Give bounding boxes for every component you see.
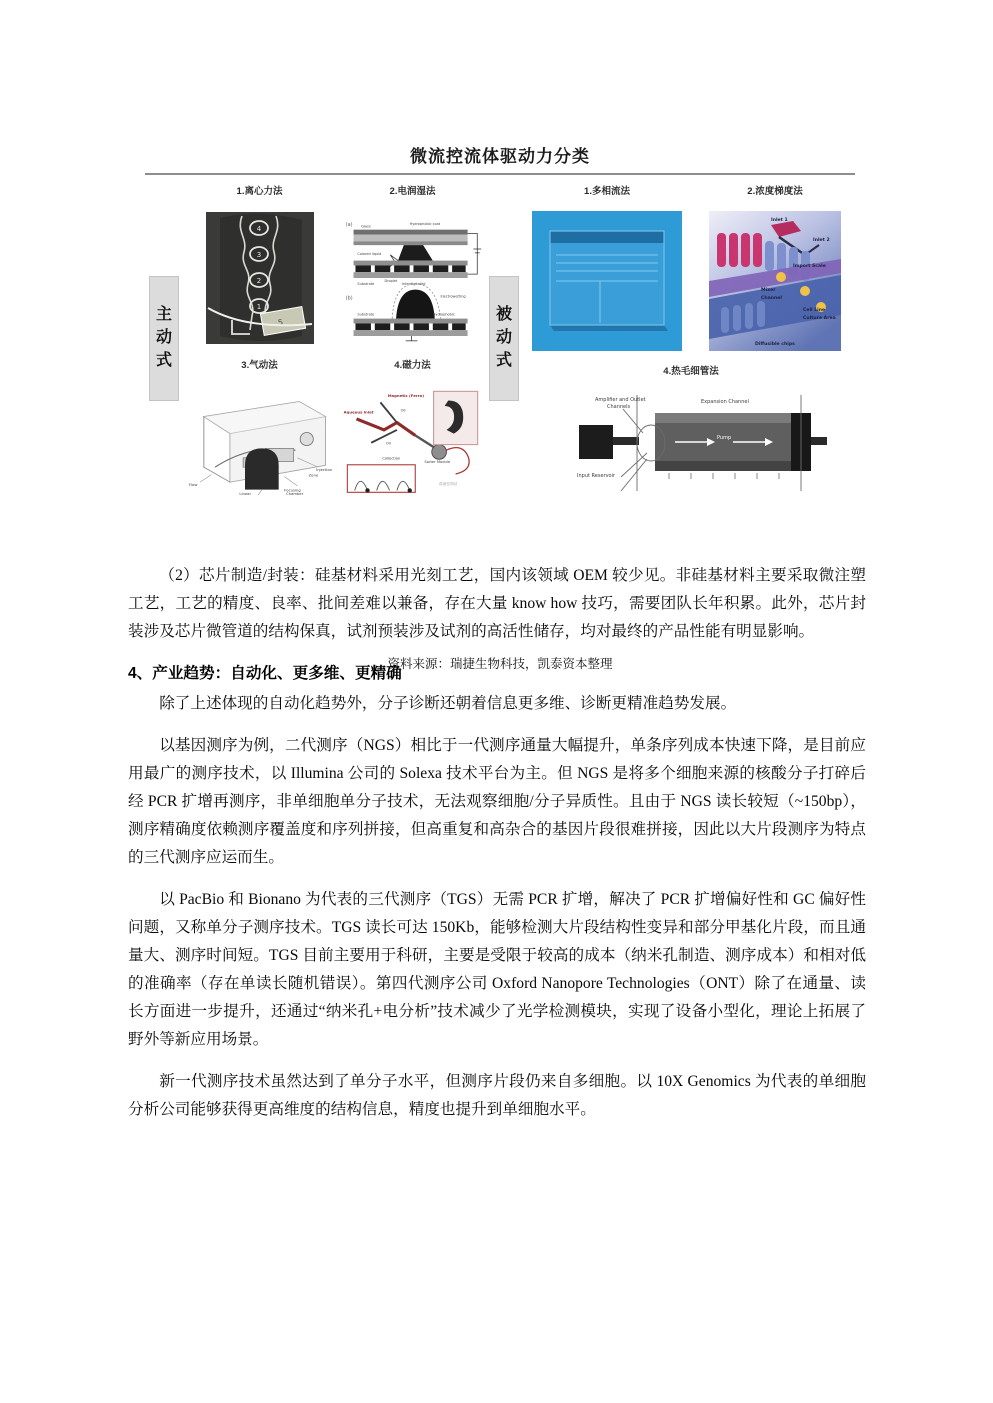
svg-text:(b): (b) — [345, 295, 353, 301]
svg-text:Glass: Glass — [361, 224, 371, 229]
panel-pneumatic — [187, 357, 332, 505]
panel-centrifugal — [187, 183, 332, 355]
svg-text:Inlet 2: Inlet 2 — [813, 237, 830, 243]
group-label-passive — [489, 276, 519, 401]
concentration-gradient-render-icon — [695, 200, 855, 361]
svg-text:Flow: Flow — [188, 482, 198, 487]
svg-text:Channel: Channel — [761, 295, 782, 301]
svg-text:Substrate: Substrate — [357, 312, 375, 317]
panel-multiphase-flow — [527, 183, 687, 361]
svg-text:Focusing: Focusing — [284, 487, 301, 492]
svg-text:Electrowetting: Electrowetting — [440, 293, 466, 298]
document-body-text — [128, 562, 866, 1128]
group-label-active — [149, 276, 179, 401]
electrowetting-schematic-icon — [340, 200, 485, 355]
svg-text:Colored liquid: Colored liquid — [357, 251, 382, 256]
svg-text:Hydrophobic: Hydrophobic — [432, 312, 455, 317]
group-label-passive-char-0: 被 — [495, 306, 512, 323]
panel-caption-magnetic: 4.磁力法 — [394, 360, 431, 371]
figure-title: 微流控流体驱动力分类 — [410, 147, 590, 166]
group-label-active-char-0: 主 — [155, 306, 172, 323]
active-panel-grid — [187, 183, 485, 503]
paragraph-tgs: 以 PacBio 和 Bionano 为代表的三代测序（TGS）无需 PCR 扩增，解决了 PCR 扩增偏好性和 GC 偏好性问题，又称单分子测序技术。TGS 读长可达 150Kb，能够检测大片段结构性变异和部分甲基化片段，而且通量大、测序时间短。TGS 目前主要用于科研，主要是受限于较高的成本（纳米孔制造、测序成本）和相对低的准确率（存在单读长随机错误）。第四代测序公司 Oxford Nanopore Technologies（ONT）除了在通量、读长方面进一步提升，还通过“纳米孔+电分析”技术减少了光学检测模块，实现了设备小型化，理论上拓展了野外等新应用场景。 — [128, 891, 866, 1048]
section-heading-industry-trend: 4、产业趋势：自动化、更多维、更精确 — [128, 665, 402, 682]
panel-caption-centrifugal: 1.离心力法 — [236, 186, 283, 197]
figure-group-active — [145, 183, 485, 503]
figure-group-passive — [485, 183, 855, 503]
svg-text:1: 1 — [256, 302, 261, 311]
paragraph-spacer-3 — [128, 1058, 866, 1068]
svg-text:4: 4 — [256, 224, 261, 233]
passive-panel-grid — [527, 183, 855, 503]
svg-text:Hydrophobic coat: Hydrophobic coat — [409, 221, 441, 226]
svg-text:Input Reservoir: Input Reservoir — [577, 472, 616, 479]
svg-text:Chamber: Chamber — [286, 491, 304, 496]
svg-text:Aqueous inlet: Aqueous inlet — [343, 408, 374, 414]
panel-thermocapillary — [527, 363, 855, 505]
centrifugal-disc-photo-icon — [187, 200, 332, 355]
group-label-active-char-2: 式 — [155, 352, 172, 369]
svg-text:Expansion Channel: Expansion Channel — [701, 398, 749, 405]
panel-concentration-gradient — [695, 183, 855, 361]
svg-text:3: 3 — [256, 250, 261, 259]
pneumatic-device-schematic-icon — [187, 374, 332, 505]
figure-divider-rule — [145, 173, 855, 175]
paragraph-spacer-2 — [128, 876, 866, 886]
svg-text:Sorter Module: Sorter Module — [424, 459, 451, 464]
paragraph-ngs: 以基因测序为例，二代测序（NGS）相比于一代测序通量大幅提升，单条序列成本快速下降，是目前应用最广的测序技术，以 Illumina 公司的 Solexa 技术平台为主。但 NGS 是将多个细胞来源的核酸分子打碎后经 PCR 扩增再测序，非单细胞单分子技术，无法观察细胞/分子异质性。且由于 NGS 读长较短（~150bp），测序精确度依赖测序覆盖度和序列拼接，但高重复和高杂合的基因片段很难拼接，因此以大片段测序为特点的三代测序应运而生。 — [128, 737, 866, 866]
svg-text:Collection: Collection — [382, 455, 401, 460]
svg-text:Substrate: Substrate — [357, 281, 375, 286]
group-label-passive-char-1: 动 — [495, 329, 512, 346]
svg-text:Import Scale: Import Scale — [793, 263, 826, 269]
group-label-passive-char-2: 式 — [495, 352, 512, 369]
svg-text:Droplet: Droplet — [384, 278, 398, 283]
panel-caption-concentration-gradient: 2.浓度梯度法 — [747, 186, 803, 197]
svg-text:Zone: Zone — [308, 472, 319, 477]
panel-electrowetting — [340, 183, 485, 355]
svg-text:Cell Line: Cell Line — [803, 307, 826, 313]
magnetic-force-schematic-icon — [340, 374, 485, 505]
panel-caption-electrowetting: 2.电润湿法 — [389, 186, 436, 197]
paragraph-trend-intro: 除了上述体现的自动化趋势外，分子诊断还朝着信息更多维、诊断更精准趋势发展。 — [159, 695, 737, 712]
svg-text:5: 5 — [276, 317, 284, 327]
multiphase-flow-chip-photo-icon — [527, 200, 687, 361]
svg-text:Inlet 1: Inlet 1 — [771, 217, 788, 223]
figure-source-caption: 资料来源：瑞捷生物科技，凯泰资本整理 — [387, 657, 613, 671]
svg-text:Pump: Pump — [717, 434, 732, 441]
svg-text:Oil: Oil — [400, 408, 406, 413]
thermocapillary-channel-schematic-icon — [527, 380, 855, 505]
svg-text:Linear: Linear — [239, 491, 251, 496]
paragraph-single-cell: 新一代测序技术虽然达到了单分子水平，但测序片段仍来自多细胞。以 10X Genomics 为代表的单细胞分析公司能够获得更高维度的结构信息，精度也提升到单细胞水平。 — [128, 1073, 866, 1118]
svg-text:Mixer: Mixer — [761, 287, 776, 293]
svg-text:Diffusible chips: Diffusible chips — [755, 341, 795, 347]
svg-text:Interdigitated: Interdigitated — [401, 281, 426, 286]
figure-body — [145, 183, 855, 503]
svg-text:Injection: Injection — [316, 467, 332, 472]
panel-caption-pneumatic: 3.气动法 — [241, 360, 278, 371]
paragraph-chip-manufacturing: （2）芯片制造/封装：硅基材料采用光刻工艺，国内该领域 OEM 较少见。非硅基材料主要采取微注塑工艺，工艺的精度、良率、批间差难以兼备，存在大量 know how 技巧，需要团队长年积累。此外，芯片封装涉及芯片微管道的结构保真，试剂预装涉及试剂的高活性储存，均对最终的产品性能有明显影响。 — [128, 567, 866, 640]
svg-text:2: 2 — [256, 276, 261, 285]
svg-text:Magnetic (Ferro): Magnetic (Ferro) — [387, 392, 425, 398]
group-label-active-char-1: 动 — [155, 329, 172, 346]
paragraph-spacer-1 — [128, 722, 866, 732]
svg-text:Oil: Oil — [385, 441, 391, 446]
svg-text:Amplifier and Outlet: Amplifier and Outlet — [595, 396, 646, 403]
panel-magnetic — [340, 357, 485, 505]
svg-text:(a): (a) — [345, 222, 353, 228]
svg-text:Culture Area: Culture Area — [803, 315, 836, 321]
panel-caption-multiphase-flow: 1.多相流法 — [584, 186, 630, 197]
svg-text:微流控网站: 微流控网站 — [439, 481, 458, 486]
svg-text:Channels: Channels — [607, 403, 631, 410]
panel-caption-thermocapillary: 4.热毛细管法 — [663, 366, 719, 377]
